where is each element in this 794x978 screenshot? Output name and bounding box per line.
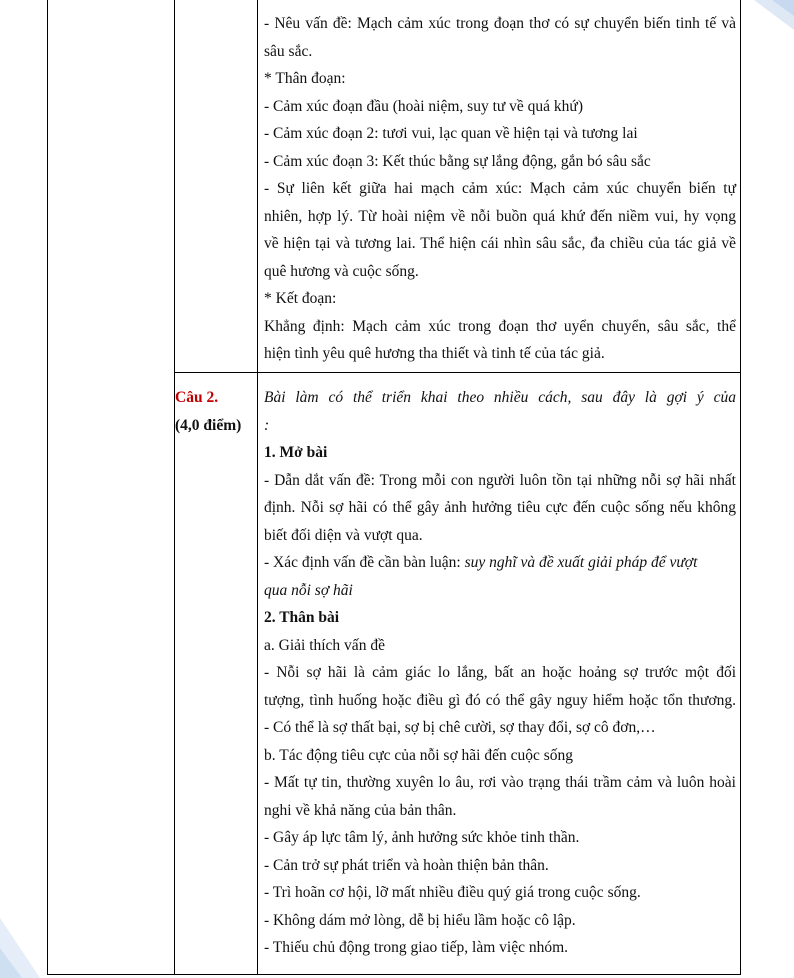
question-points: (4,0 điểm) xyxy=(175,416,242,434)
row2-text-line: tượng, tình huống hoặc điều gì đó có thể gây nguy hiểm hoặc tổn thương. xyxy=(264,691,736,709)
row1-text-line: * Kết đoạn: xyxy=(264,290,337,307)
row2-text-line: - Dẫn dắt vấn đề: Trong mỗi con người luôn tồn tại những nỗi sợ hãi nhất xyxy=(264,471,736,489)
row2-text-line: - Trì hoãn cơ hội, lỡ mất nhiều điều quý giá trong cuộc sống. xyxy=(264,884,641,901)
row2-text-line: - Cản trở sự phát triển và hoàn thiện bản thân. xyxy=(264,856,549,874)
row1-text-line: nhiên, hợp lý. Từ hoài niệm về nỗi buồn quá khứ đến niềm vui, hy vọng xyxy=(264,207,736,225)
corner-decoration-top-right xyxy=(734,0,794,40)
row2-text-line: - Thiếu chủ động trong giao tiếp, làm việc nhóm. xyxy=(264,939,569,956)
row1-content xyxy=(264,10,736,368)
row2-text-line xyxy=(264,549,736,577)
line-italic-part: suy nghĩ và đề xuất giải pháp để vượt xyxy=(464,554,698,571)
row2-text-line: nghi về khả năng của bản thân. xyxy=(264,801,457,819)
row2-text-line: : xyxy=(264,416,270,434)
row1-text-line: - Cảm xúc đoạn 3: Kết thúc bằng sự lắng động, gắn bó sâu sắc xyxy=(264,152,651,170)
row2-text-line: a. Giải thích vấn đề xyxy=(264,636,385,654)
row1-text-line: - Cảm xúc đoạn 2: tươi vui, lạc quan về hiện tại và tương lai xyxy=(264,125,638,142)
row2-text-line: b. Tác động tiêu cực của nỗi sợ hãi đến cuộc sống xyxy=(264,746,574,764)
row2-text-line: Bài làm có thể triển khai theo nhiều cách, sau đây là gợi ý của xyxy=(264,389,736,406)
row2-text-line: biết đối diện và vượt qua. xyxy=(264,526,423,544)
row2-text-line: - Nỗi sợ hãi là cảm giác lo lắng, bất an hoặc hoảng sợ trước một đối xyxy=(264,664,736,681)
row2-text-line: 1. Mở bài xyxy=(264,444,328,461)
table-column-divider-2 xyxy=(257,0,258,974)
row1-text-line: sâu sắc. xyxy=(264,42,313,60)
row2-text-line: định. Nỗi sợ hãi có thể gây ảnh hưởng tiêu cực đến cuộc sống nếu không xyxy=(264,499,736,516)
row2-text-line: 2. Thân bài xyxy=(264,609,340,626)
question-number: Câu 2. xyxy=(175,389,219,406)
table-column-divider-1 xyxy=(174,0,175,974)
row2-text-line: - Gây áp lực tâm lý, ảnh hưởng sức khỏe tinh thần. xyxy=(264,829,580,846)
row2-content xyxy=(264,384,736,962)
row1-text-line: * Thân đoạn: xyxy=(264,70,346,87)
table-row-divider xyxy=(174,372,740,373)
row1-text-line: - Cảm xúc đoạn đầu (hoài niệm, suy tư về quá khứ) xyxy=(264,97,583,115)
row2-text-line: - Có thể là sợ thất bại, sợ bị chê cười, sợ thay đổi, sợ cô đơn,… xyxy=(264,719,656,736)
row2-text-line: - Không dám mở lòng, dễ bị hiểu lầm hoặc cô lập. xyxy=(264,911,576,929)
question-2-label xyxy=(175,384,257,439)
row1-text-line: về hiện tại và tương lai. Thể hiện cái nhìn sâu sắc, đa chiều của tác giả về xyxy=(264,235,736,252)
row2-text-line: - Mất tự tin, thường xuyên lo âu, rơi vào trạng thái trầm cảm và luôn hoài xyxy=(264,774,736,791)
row1-text-line: - Nêu vấn đề: Mạch cảm xúc trong đoạn thơ có sự chuyển biến tinh tế và xyxy=(264,15,736,32)
row2-text-line: qua nỗi sợ hãi xyxy=(264,581,353,599)
line-prefix: - Xác định vấn đề cần bàn luận: xyxy=(264,554,465,571)
row1-text-line: quê hương và cuộc sống. xyxy=(264,262,419,280)
row1-text-line: Khẳng định: Mạch cảm xúc trong đoạn thơ uyển chuyển, sâu sắc, thể xyxy=(264,317,736,335)
row1-text-line: hiện tình yêu quê hương tha thiết và tinh tế của tác giả. xyxy=(264,345,605,362)
row1-text-line: - Sự liên kết giữa hai mạch cảm xúc: Mạch cảm xúc chuyển biến tự xyxy=(264,180,736,197)
